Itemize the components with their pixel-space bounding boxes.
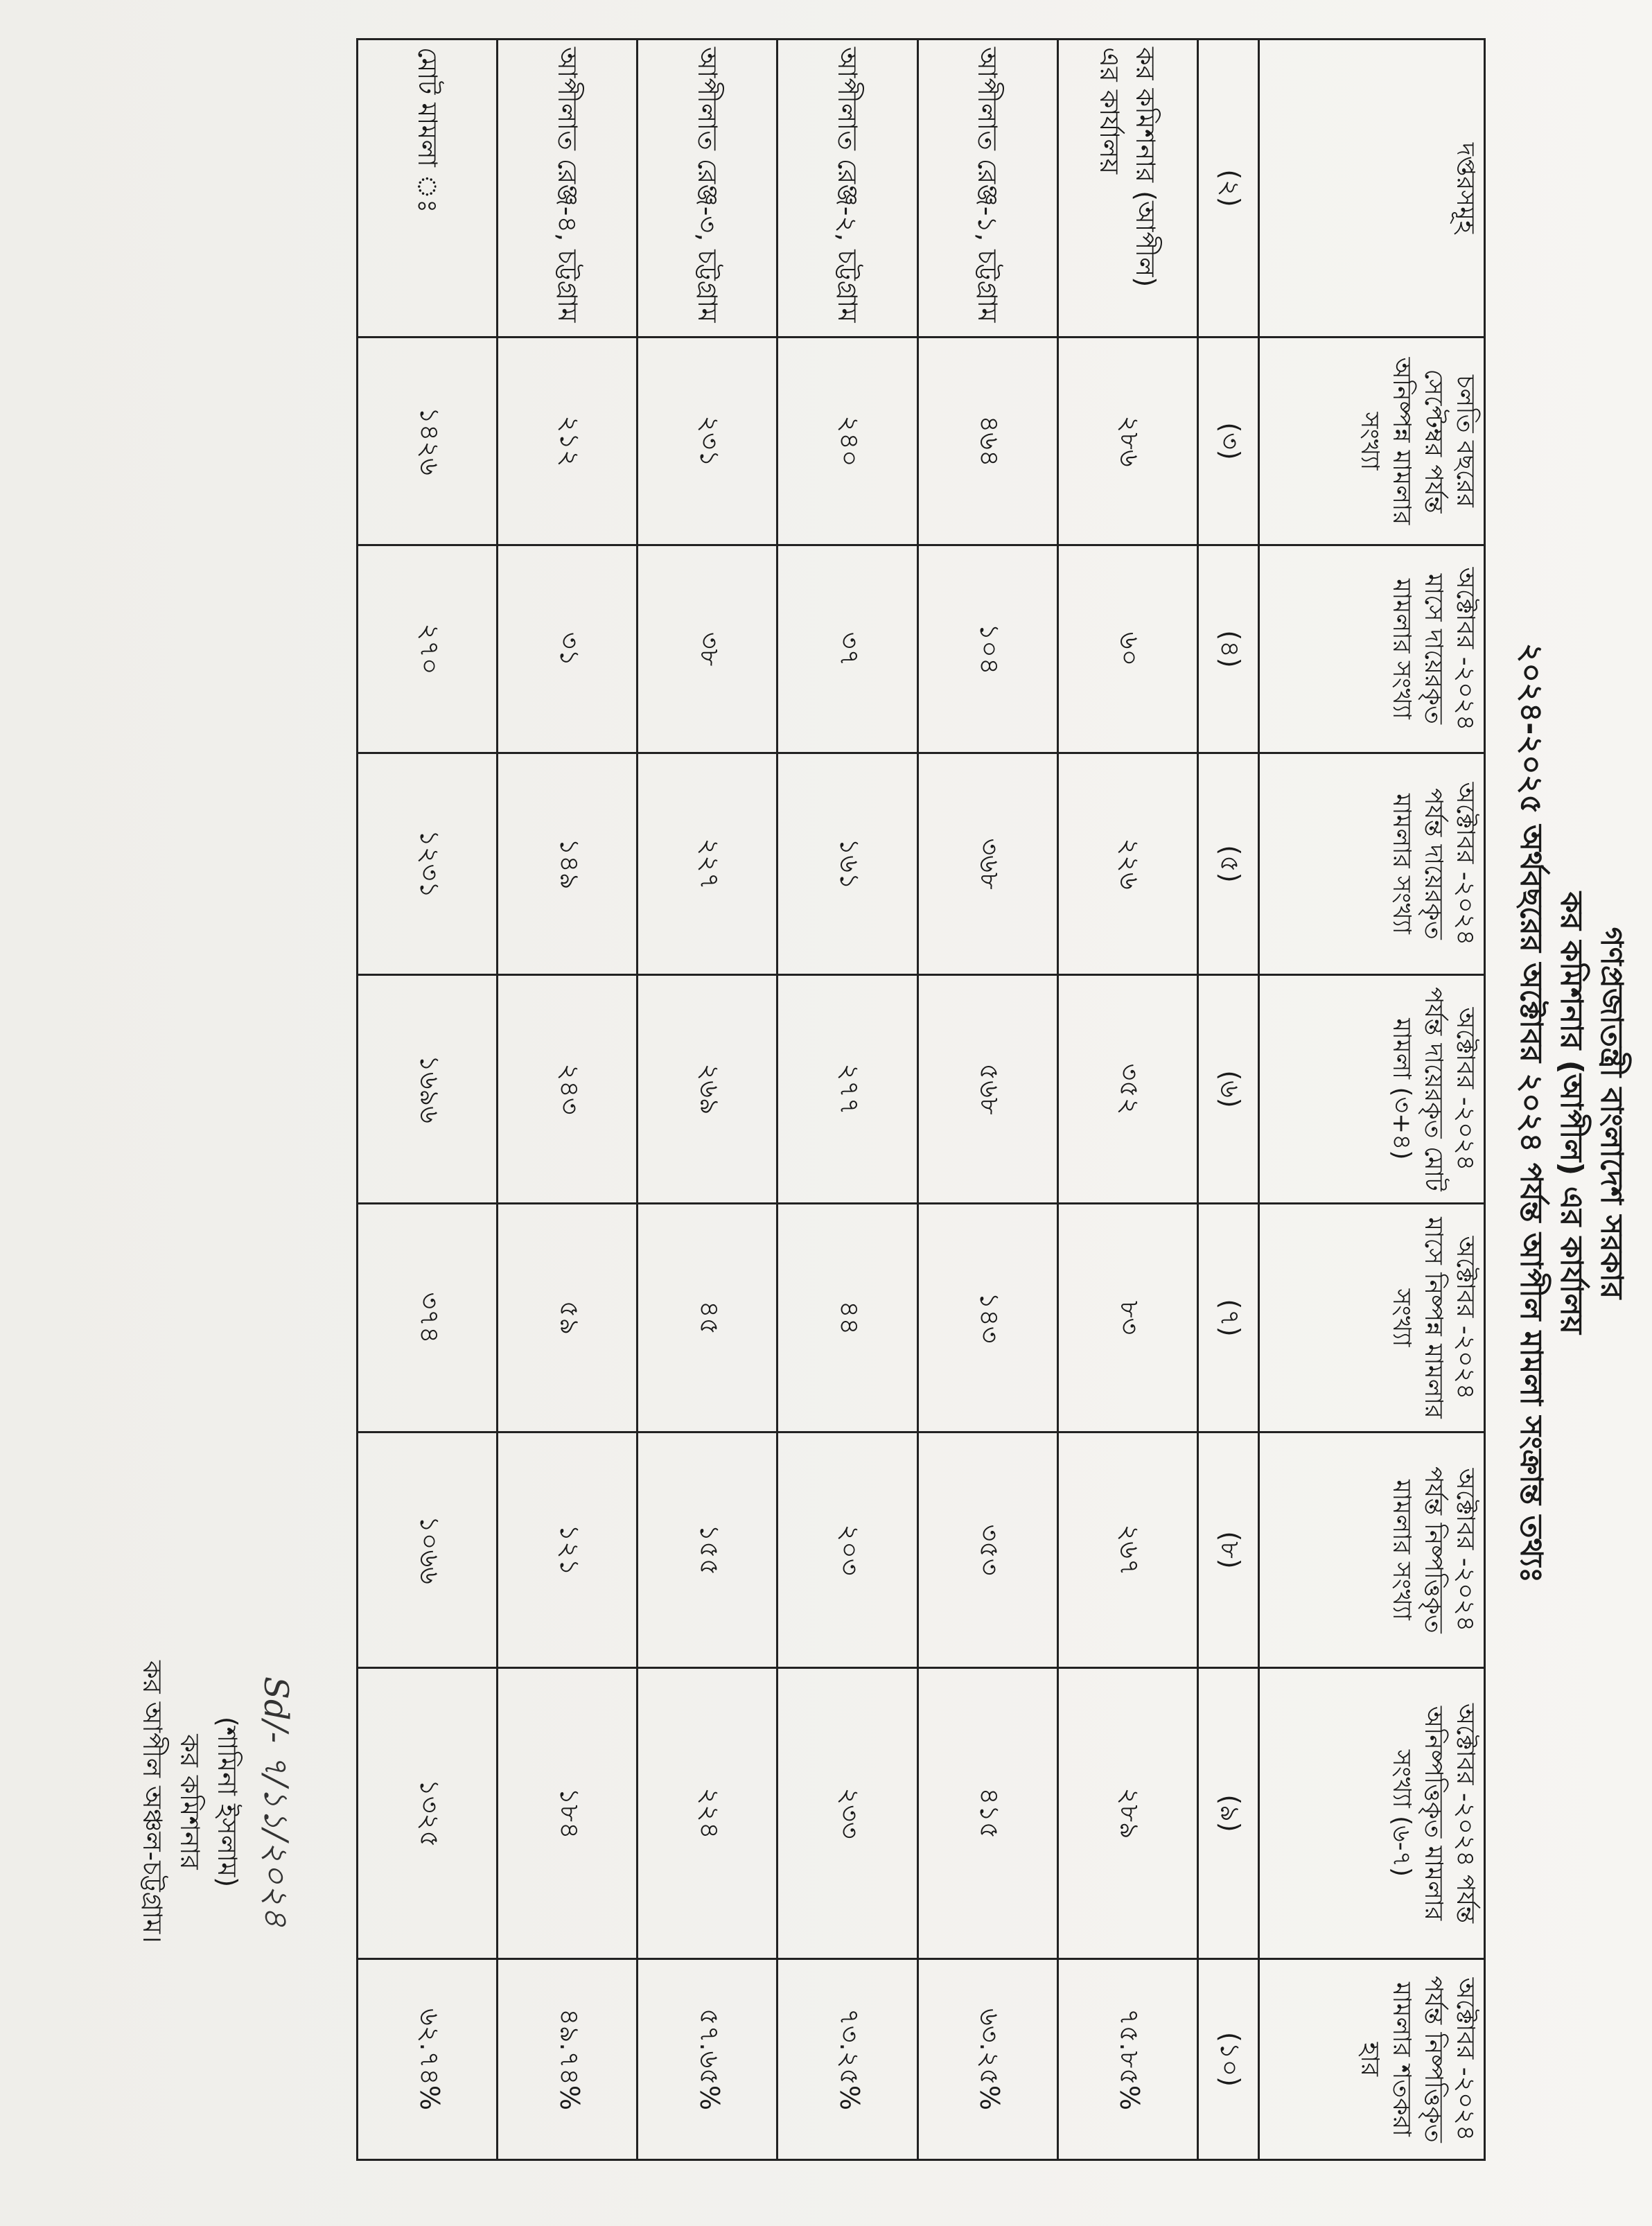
column-number: (৩) — [1197, 338, 1258, 545]
value-cell: ৩৫২ — [1057, 975, 1197, 1204]
report-title: ২০২৪-২০২৫ অর্থবছরের অক্টোবর ২০২৪ পর্যন্ত আপীল মামলা সংক্রান্ত তথ্যঃ — [1513, 642, 1549, 1584]
table-row — [777, 40, 917, 2160]
value-cell: ৩৭৪ — [358, 1204, 498, 1432]
column-number: (১০) — [1197, 1959, 1258, 2160]
value-cell: ২২৬ — [1057, 753, 1197, 975]
value-cell: ১৪২৬ — [358, 338, 498, 545]
value-cell: ২৩১ — [638, 338, 777, 545]
document-header — [1511, 0, 1631, 2226]
value-cell: ২২৪ — [638, 1668, 777, 1959]
value-cell: ৭৩.২৫% — [777, 1959, 917, 2160]
column-number: (৫) — [1197, 753, 1258, 975]
column-number-row — [1197, 40, 1258, 2160]
value-cell: ২০৩ — [777, 1432, 917, 1668]
value-cell: ১৪৯ — [498, 753, 638, 975]
value-cell: ২৮৯ — [1057, 1668, 1197, 1959]
value-cell: ৫৬৮ — [917, 975, 1057, 1204]
value-cell: ১৬৯৬ — [358, 975, 498, 1204]
signatory-office: কর আপীল অঞ্চল-চট্টগ্রাম। — [137, 1660, 168, 1943]
column-number: (৭) — [1197, 1204, 1258, 1432]
column-header: অক্টোবর -২০২৪ মাসে নিষ্পন্ন মামলার সংখ্যা — [1258, 1204, 1484, 1432]
value-cell: ১০৬৬ — [358, 1432, 498, 1668]
value-cell: ৭৫.৮৫% — [1057, 1959, 1197, 2160]
value-cell: ৩৮ — [638, 545, 777, 753]
table-row — [358, 40, 498, 2160]
column-number: (৮) — [1197, 1432, 1258, 1668]
value-cell: ৬২.৭৪% — [358, 1959, 498, 2160]
column-number: (৯) — [1197, 1668, 1258, 1959]
value-cell: ২৪০ — [777, 338, 917, 545]
value-cell: ৩৬৮ — [917, 753, 1057, 975]
table-row — [917, 40, 1057, 2160]
value-cell: ১৩২৫ — [358, 1668, 498, 1959]
column-header: অক্টোবর -২০২৪ পর্যন্ত দায়েরকৃত মোট মামলা (৩+৪) — [1258, 975, 1484, 1204]
signature-block — [134, 1525, 301, 2079]
office-cell: আপীলাত রেঞ্জ-১, চট্টগ্রাম — [917, 40, 1057, 338]
office-cell: আপীলাত রেঞ্জ-২, চট্টগ্রাম — [777, 40, 917, 338]
value-cell: ২৬৯ — [638, 975, 777, 1204]
signatory-designation: কর কমিশনার — [175, 1734, 205, 1870]
column-number: (২) — [1197, 40, 1258, 338]
value-cell: ৪৬৪ — [917, 338, 1057, 545]
value-cell: ১৮৪ — [498, 1668, 638, 1959]
column-header: অক্টোবর -২০২৪ পর্যন্ত দায়েরকৃত মামলার সংখ্যা — [1258, 753, 1484, 975]
value-cell: ৫৭.৬৫% — [638, 1959, 777, 2160]
office-title: কর কমিশনার (আপীল) এর কার্যালয় — [1554, 891, 1589, 1335]
column-header: দপ্তরসমূহ — [1258, 40, 1484, 338]
header-row — [1258, 40, 1484, 2160]
value-cell: ১২৩১ — [358, 753, 498, 975]
column-header: চলতি বছরের সেপ্টেম্বর পর্যন্ত অনিষ্পন্ন মামলার সংখ্যা — [1258, 338, 1484, 545]
value-cell: ৬৩.২৫% — [917, 1959, 1057, 2160]
value-cell: ২২৭ — [638, 753, 777, 975]
value-cell: ১২১ — [498, 1432, 638, 1668]
office-cell: আপীলাত রেঞ্জ-৩, চট্টগ্রাম — [638, 40, 777, 338]
office-cell: আপীলাত রেঞ্জ-৪, চট্টগ্রাম — [498, 40, 638, 338]
value-cell: ২৭০ — [358, 545, 498, 753]
office-cell: মোট মামলা ঃ — [358, 40, 498, 338]
column-number: (৪) — [1197, 545, 1258, 753]
value-cell: ৪১৫ — [917, 1668, 1057, 1959]
table-row — [1057, 40, 1197, 2160]
value-cell: ১৬১ — [777, 753, 917, 975]
value-cell: ৪৪ — [777, 1204, 917, 1432]
value-cell: ১৪৩ — [917, 1204, 1057, 1432]
table-body — [358, 40, 1198, 2160]
value-cell: ২৬৭ — [1057, 1432, 1197, 1668]
value-cell: ৩১ — [498, 545, 638, 753]
value-cell: ২৩৩ — [777, 1668, 917, 1959]
office-cell: কর কমিশনার (আপীল) এর কার্যালয় — [1057, 40, 1197, 338]
column-header: অক্টোবর -২০২৪ পর্যন্ত অনিষ্পত্তিকৃত মামলার সংখ্যা (৬-৭) — [1258, 1668, 1484, 1959]
value-cell: ১৫৫ — [638, 1432, 777, 1668]
value-cell: ২৪৩ — [498, 975, 638, 1204]
signatory-name: (শামিনা ইসলাম) — [212, 1716, 243, 1888]
value-cell: ৩৭ — [777, 545, 917, 753]
value-cell: ৩৫৩ — [917, 1432, 1057, 1668]
value-cell: ৫৯ — [498, 1204, 638, 1432]
value-cell: ২১২ — [498, 338, 638, 545]
government-title: গণপ্রজাতন্ত্রী বাংলাদেশ সরকার — [1594, 927, 1629, 1299]
column-header: অক্টোবর -২০২৪ মাসে দায়েরকৃত মামলার সংখ্যা — [1258, 545, 1484, 753]
table-row — [498, 40, 638, 2160]
column-header: অক্টোবর -২০২৪ পর্যন্ত নিষ্পত্তিকৃত মামলার শতকরা হার — [1258, 1959, 1484, 2160]
value-cell: ৬০ — [1057, 545, 1197, 753]
value-cell: ৪৫ — [638, 1204, 777, 1432]
value-cell: ২৭৭ — [777, 975, 917, 1204]
value-cell: ২৮৬ — [1057, 338, 1197, 545]
table-row — [638, 40, 777, 2160]
value-cell: ১০৪ — [917, 545, 1057, 753]
appeal-cases-table — [356, 38, 1486, 2161]
signature-scribble: Sd/- ৭/১১/২০২৪ — [256, 1676, 295, 1927]
column-number: (৬) — [1197, 975, 1258, 1204]
value-cell: ৮৩ — [1057, 1204, 1197, 1432]
value-cell: ৪৯.৭৪% — [498, 1959, 638, 2160]
column-header: অক্টোবর -২০২৪ পর্যন্ত নিষ্পত্তিকৃত মামলার সংখ্যা — [1258, 1432, 1484, 1668]
